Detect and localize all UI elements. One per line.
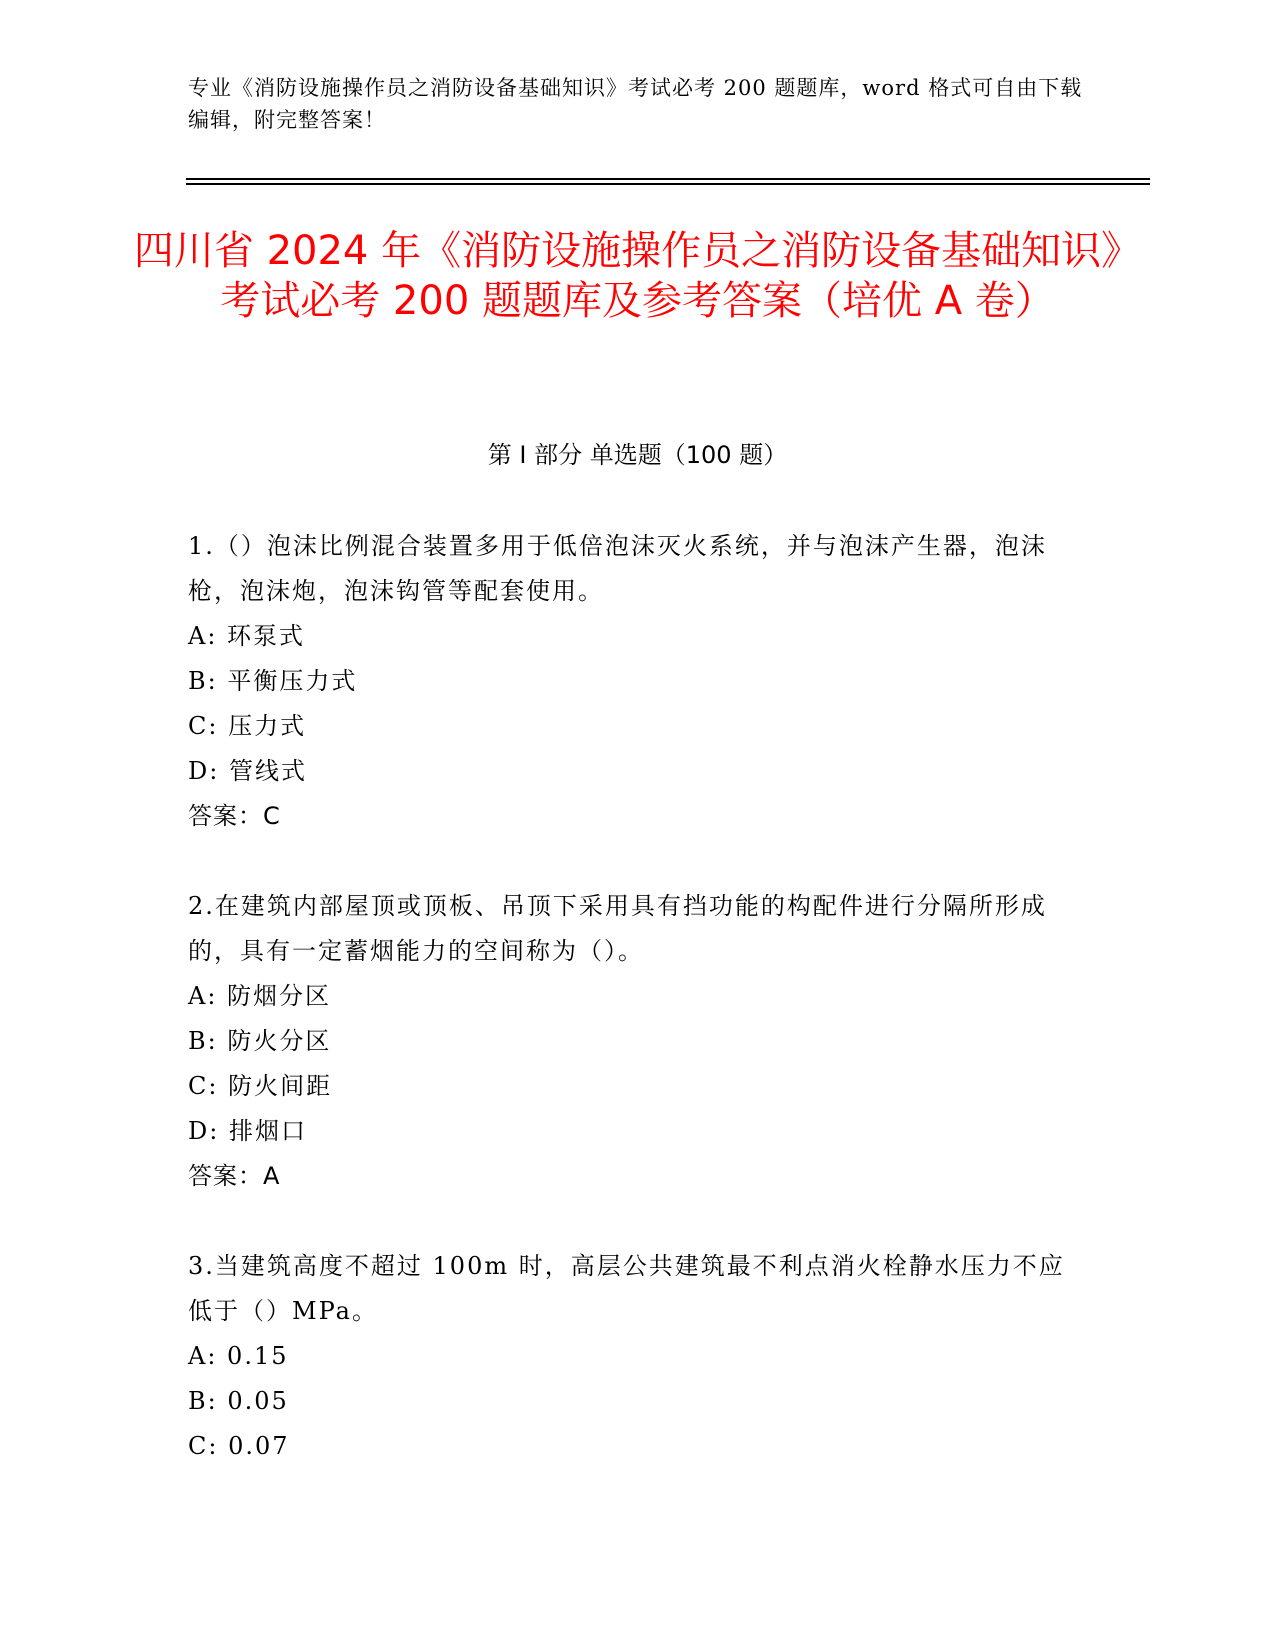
option-c: C: 防火间距 xyxy=(188,1072,333,1100)
question-stem: 2.在建筑内部屋顶或顶板、吊顶下采用具有挡功能的构配件进行分隔所形成的，具有一定蓄烟能力的空间称为（）。 xyxy=(188,892,1047,965)
question-stem: 3.当建筑高度不超过 100m 时，高层公共建筑最不利点消火栓静水压力不应低于（）MPa。 xyxy=(188,1252,1065,1325)
question-stem: 1.（）泡沫比例混合装置多用于低倍泡沫灭火系统，并与泡沫产生器，泡沫枪，泡沫炮，泡沫钩管等配套使用。 xyxy=(188,532,1047,605)
option-b: B: 0.05 xyxy=(188,1387,289,1415)
option-a: A: 环泵式 xyxy=(188,622,306,650)
option-c: C: 压力式 xyxy=(188,712,307,740)
question-3 xyxy=(188,1244,1068,1469)
header-divider-bottom xyxy=(186,183,1150,185)
option-d: D: 管线式 xyxy=(188,757,307,785)
option-b: B: 平衡压力式 xyxy=(188,667,358,695)
option-b: B: 防火分区 xyxy=(188,1027,332,1055)
header-note: 专业《消防设施操作员之消防设备基础知识》考试必考 200 题题库，word 格式可自由下载编辑，附完整答案！ xyxy=(188,76,1083,132)
option-d: D: 排烟口 xyxy=(188,1117,307,1145)
document-title: 四川省 2024 年《消防设施操作员之消防设备基础知识》考试必考 200 题题库及参考答案（培优 A 卷） xyxy=(133,228,1142,324)
option-c: C: 0.07 xyxy=(188,1432,290,1460)
answer: 答案：C xyxy=(188,802,281,830)
answer: 答案：A xyxy=(188,1162,281,1190)
option-a: A: 0.15 xyxy=(188,1342,289,1370)
question-2 xyxy=(188,884,1068,1199)
section-heading: 第 I 部分 单选题（100 题） xyxy=(487,441,788,469)
option-a: A: 防烟分区 xyxy=(188,982,332,1010)
question-1 xyxy=(188,524,1068,839)
header-divider-top xyxy=(186,178,1150,180)
